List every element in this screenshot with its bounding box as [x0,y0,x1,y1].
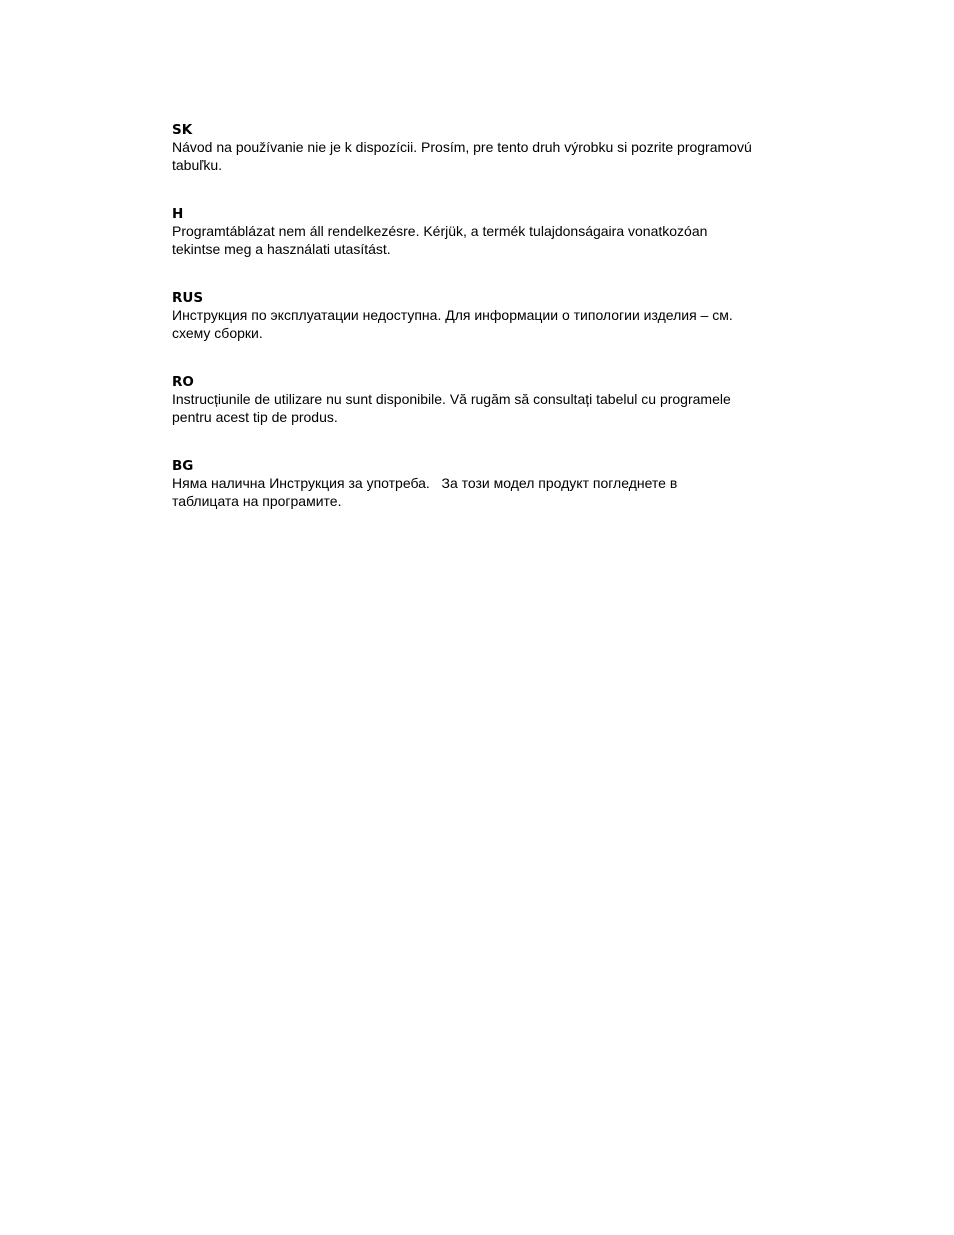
language-code-bg: BG [172,458,194,474]
document-content [172,122,792,542]
section-ro [172,374,792,426]
language-code-h: H [172,206,184,222]
language-text-bg: Няма налична Инструкция за употреба. За този модел продукт погледнете в таблицата на програмите. [172,475,678,509]
section-bg [172,458,792,510]
language-text-ro: Instrucțiunile de utilizare nu sunt disponibile. Vă rugăm să consultați tabelul cu programele pentru acest tip de produs. [172,391,731,425]
language-code-rus: RUS [172,290,204,306]
section-sk [172,122,792,174]
section-h [172,206,792,258]
language-text-h: Programtáblázat nem áll rendelkezésre. Kérjük, a termék tulajdonságaira vonatkozóan tekintse meg a használati utasítást. [172,223,708,257]
language-code-sk: SK [172,122,193,138]
language-text-rus: Инструкция по эксплуатации недоступна. Для информации о типологии изделия – см. схему сборки. [172,307,733,341]
language-code-ro: RO [172,374,194,390]
section-rus [172,290,792,342]
language-text-sk: Návod na používanie nie je k dispozícii. Prosím, pre tento druh výrobku si pozrite programovú tabuľku. [172,139,756,173]
